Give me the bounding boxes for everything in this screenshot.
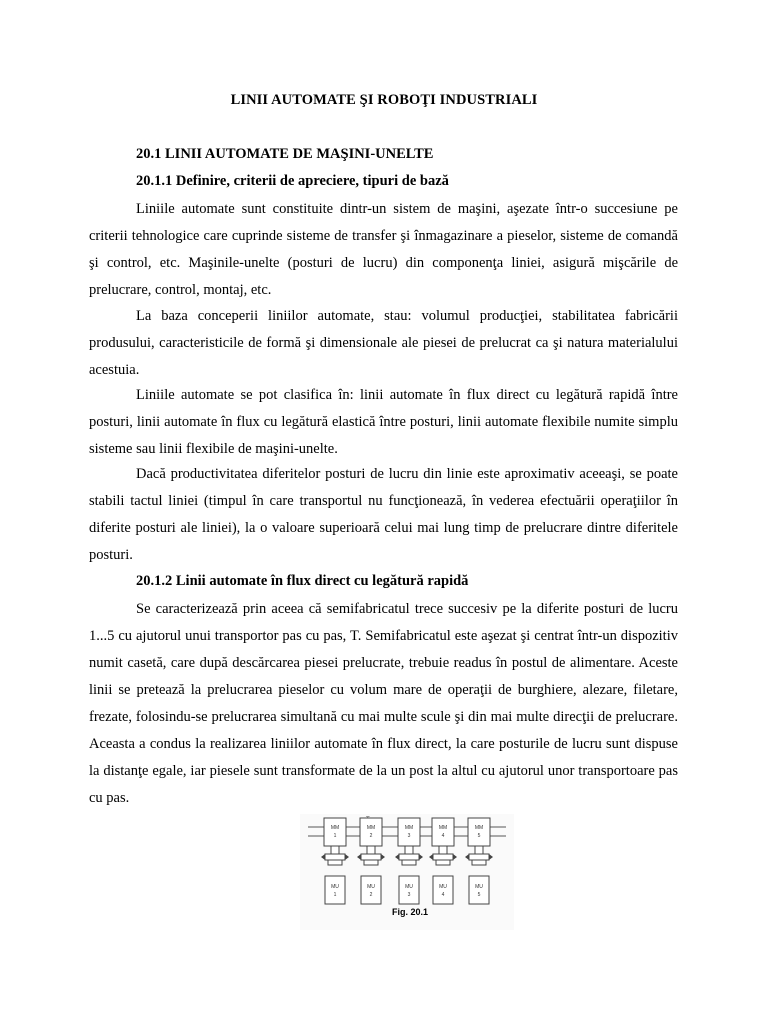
arrow-right bbox=[381, 854, 385, 860]
arrow-right bbox=[453, 854, 457, 860]
unit-box bbox=[361, 876, 381, 904]
spindle bbox=[475, 846, 483, 854]
machine-box bbox=[468, 818, 490, 846]
fixture bbox=[433, 854, 453, 860]
machine-number: 2 bbox=[369, 833, 373, 839]
station-3 bbox=[395, 818, 423, 904]
machine-box bbox=[432, 818, 454, 846]
unit-number: 4 bbox=[441, 892, 445, 898]
arrow-right bbox=[419, 854, 423, 860]
unit-number: 3 bbox=[407, 892, 411, 898]
unit-number: 1 bbox=[333, 892, 337, 898]
pallet bbox=[328, 860, 342, 865]
pallet bbox=[436, 860, 450, 865]
paragraph: Se caracterizează prin aceea că semifabricatul trece succesiv pe la diferite posturi de lucru 1...5 cu ajutorul unui transportor pas cu pas, T. Semifabricatul este aşezat şi centrat într-un dispozitiv numit casetă, care după descărcarea piesei prelucrate, trebuie readus în postul de alimentare. Aceste linii se pretează la prelucrarea pieselor cu volum mare de operaţii de burghiere, alezare, filetare, frezate, folosindu-se prelucrarea simultană cu mai multe scule şi din mai multe direcţii de prelucrare. Aceasta a condus la realizarea liniilor automate în flux direct, la care posturile de lucru sunt dispuse la distanţe egale, iar piesele sunt transformate de la un post la altul cu ajutorul unor transportoare pas cu pas. bbox=[89, 601, 678, 806]
unit-box bbox=[433, 876, 453, 904]
station-4 bbox=[429, 818, 457, 904]
unit-label: MU bbox=[475, 884, 483, 890]
machine-box bbox=[360, 818, 382, 846]
subsection-heading-2: 20.1.2 Linii automate în flux direct cu legătură rapidă bbox=[136, 573, 469, 589]
fixture bbox=[361, 854, 381, 860]
figure-caption: Fig. 20.1 bbox=[392, 907, 429, 917]
fixture bbox=[399, 854, 419, 860]
spindle bbox=[367, 846, 375, 854]
unit-box bbox=[399, 876, 419, 904]
unit-label: MU bbox=[405, 884, 413, 890]
paragraph: La baza conceperii liniilor automate, stau: volumul producţiei, stabilitatea fabricării produsului, caracteristicile de formă şi dimensionale ale piesei de prelucrat ca şi natura materialului acestuia. bbox=[89, 308, 678, 378]
unit-label: MU bbox=[367, 884, 375, 890]
machine-label: MM bbox=[404, 825, 414, 831]
unit-box bbox=[325, 876, 345, 904]
machine-number: 4 bbox=[441, 833, 445, 839]
machine-number: 3 bbox=[407, 833, 411, 839]
paragraph: Liniile automate se pot clasifica în: linii automate în flux direct cu legătură rapidă între posturi, linii automate în flux cu legătură elastică între posturi, linii automate flexibile numite simplu sisteme sau linii flexibile de maşini-unelte. bbox=[89, 387, 678, 457]
arrow-right bbox=[345, 854, 349, 860]
fixture bbox=[469, 854, 489, 860]
arrow-right bbox=[489, 854, 493, 860]
spindle bbox=[405, 846, 413, 854]
station-2 bbox=[357, 818, 385, 904]
arrow-left bbox=[429, 854, 433, 860]
arrow-left bbox=[321, 854, 325, 860]
machine-label: MM bbox=[474, 825, 484, 831]
unit-number: 2 bbox=[369, 892, 373, 898]
spindle bbox=[439, 846, 447, 854]
paragraph: Dacă productivitatea diferitelor posturi de lucru din linie este aproximativ aceeaşi, se poate stabili tactul liniei (timpul în care transportul nu funcţionează, în vederea efectuării operaţiilor în diferite posturi ale liniei), la o valoare superioară celui mai lung timp de prelucrare dintre diferitele posturi. bbox=[89, 466, 678, 563]
spindle bbox=[331, 846, 339, 854]
station-5 bbox=[465, 818, 493, 904]
document-title: LINII AUTOMATE ŞI ROBOŢI INDUSTRIALI bbox=[230, 92, 538, 108]
pallet bbox=[472, 860, 486, 865]
machine-number: 1 bbox=[333, 833, 337, 839]
arrow-left bbox=[395, 854, 399, 860]
station-1 bbox=[321, 818, 349, 904]
section-heading: 20.1 LINII AUTOMATE DE MAŞINI-UNELTE bbox=[136, 146, 434, 162]
pallet bbox=[402, 860, 416, 865]
arrow-left bbox=[465, 854, 469, 860]
machine-label: MM bbox=[438, 825, 448, 831]
paragraph: Liniile automate sunt constituite dintr-un sistem de maşini, aşezate într-o succesiune pe criterii tehnologice care cuprinde sisteme de transfer şi înmagazinare a pieselor, sisteme de comandă şi control, etc. Maşinile-unelte (posturi de lucru) din componenţa liniei, asigură mişcările de prelucrare, control, montaj, etc. bbox=[89, 201, 678, 298]
unit-number: 5 bbox=[477, 892, 481, 898]
pallet bbox=[364, 860, 378, 865]
fixture bbox=[325, 854, 345, 860]
machine-box bbox=[398, 818, 420, 846]
machine-box bbox=[324, 818, 346, 846]
machine-label: MM bbox=[330, 825, 340, 831]
unit-label: MU bbox=[331, 884, 339, 890]
arrow-left bbox=[357, 854, 361, 860]
machine-number: 5 bbox=[477, 833, 481, 839]
unit-box bbox=[469, 876, 489, 904]
subsection-heading-1: 20.1.1 Definire, criterii de apreciere, tipuri de bază bbox=[136, 173, 449, 189]
stations-group bbox=[321, 818, 493, 904]
unit-label: MU bbox=[439, 884, 447, 890]
machine-label: MM bbox=[366, 825, 376, 831]
